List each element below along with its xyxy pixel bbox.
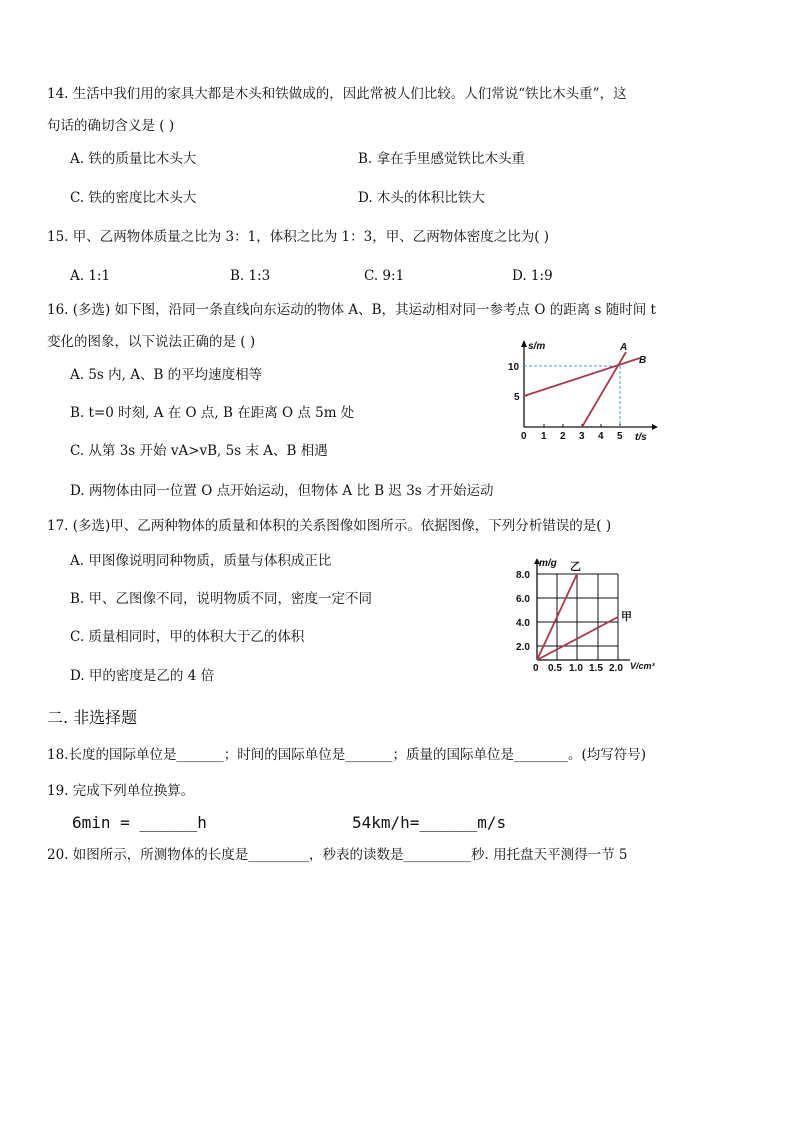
- q17-option-b[interactable]: B. 甲、乙图像不同，说明物质不同，密度一定不同: [70, 591, 373, 607]
- q15-option-c[interactable]: C. 9:1: [364, 268, 405, 284]
- y-tick-10: 10: [508, 362, 520, 373]
- q14-stem-line2: 句话的确切含义是 ( ): [47, 118, 175, 134]
- q20-stem: 20. 如图所示，所测物体的长度是_________，秒表的读数是__________秒. 用托盘天平测得一节 5: [47, 847, 628, 863]
- x-tick-0: 0: [533, 663, 539, 674]
- y-axis-label: s/m: [528, 341, 546, 352]
- q15-stem: 15. 甲、乙两物体质量之比为 3：1，体积之比为 1：3，甲、乙两物体密度之比为( ): [47, 229, 550, 245]
- q15-option-a[interactable]: A. 1:1: [70, 268, 111, 284]
- q16-st-graph: [500, 335, 660, 447]
- label-a: A: [620, 342, 628, 353]
- q14-stem-line1: 14. 生活中我们用的家具大都是木头和铁做成的，因此常被人们比较。人们常说“铁比木头重”，这: [47, 86, 627, 102]
- x-tick-4: 4: [598, 431, 604, 442]
- y-tick-8: 8.0: [516, 570, 530, 581]
- line-a: [582, 352, 626, 427]
- x-axis-arrow: [652, 424, 658, 430]
- q14-option-a[interactable]: A. 铁的质量比木头大: [70, 151, 197, 167]
- q17-stem: 17. (多选)甲、乙两种物体的质量和体积的关系图像如图所示。依据图像，下列分析错误的是( ): [47, 518, 612, 534]
- x-tick-0: 0: [521, 431, 527, 442]
- q16-stem-line1: 16. (多选) 如下图，沿同一条直线向东运动的物体 A、B，其运动相对同一参考点 O 的距离 s 随时间 t: [47, 302, 656, 318]
- y-tick-6: 6.0: [516, 594, 530, 605]
- y-axis-label: m/g: [539, 558, 557, 569]
- grid: [537, 574, 618, 660]
- section-heading: 二. 非选择题: [47, 708, 138, 727]
- q17-option-c[interactable]: C. 质量相同时，甲的体积大于乙的体积: [70, 629, 305, 645]
- line-b: [524, 358, 640, 396]
- y-axis-arrow: [521, 340, 527, 347]
- x-tick-5: 5: [617, 431, 623, 442]
- x-axis-label: V/cm³: [630, 661, 655, 671]
- q16-option-b[interactable]: B. t=0 时刻, A 在 O 点, B 在距离 O 点 5m 处: [70, 405, 355, 421]
- x-tick-1: 1: [541, 431, 547, 442]
- q17-option-d[interactable]: D. 甲的密度是乙的 4 倍: [70, 668, 215, 684]
- x-tick-0-5: 0.5: [548, 663, 562, 674]
- x-axis-label: t/s: [635, 432, 647, 443]
- x-tick-1-5: 1.5: [589, 663, 603, 674]
- x-tick-1-0: 1.0: [569, 663, 583, 674]
- q14-option-b[interactable]: B. 拿在手里感觉铁比木头重: [358, 151, 526, 167]
- x-tick-2: 2: [560, 431, 566, 442]
- q15-option-b[interactable]: B. 1:3: [230, 268, 271, 284]
- q19-blank-min-to-h[interactable]: 6min = ______h: [72, 813, 207, 832]
- x-tick-3: 3: [579, 431, 585, 442]
- label-jia: 甲: [621, 611, 632, 623]
- y-tick-4: 4.0: [516, 618, 530, 629]
- y-tick-2: 2.0: [516, 642, 530, 653]
- q15-option-d[interactable]: D. 1:9: [512, 268, 553, 284]
- y-tick-5: 5: [514, 392, 520, 403]
- q18-stem: 18.长度的国际单位是_______；时间的国际单位是_______；质量的国际单位是________。(均写符号): [47, 747, 647, 763]
- q16-option-d[interactable]: D. 两物体由同一位置 O 点开始运动，但物体 A 比 B 迟 3s 才开始运动: [70, 483, 494, 499]
- q19-stem: 19. 完成下列单位换算。: [47, 783, 195, 799]
- label-yi: 乙: [570, 561, 581, 573]
- q19-blank-kmh-to-ms[interactable]: 54km/h=______m/s: [352, 813, 507, 832]
- q16-option-a[interactable]: A. 5s 内, A、B 的平均速度相等: [70, 367, 263, 383]
- q16-option-c[interactable]: C. 从第 3s 开始 vA>vB, 5s 末 A、B 相遇: [70, 443, 328, 459]
- q14-option-c[interactable]: C. 铁的密度比木头大: [70, 190, 197, 206]
- q17-option-a[interactable]: A. 甲图像说明同种物质，质量与体积成正比: [70, 553, 332, 569]
- x-tick-2-0: 2.0: [609, 663, 623, 674]
- label-b: B: [639, 355, 647, 366]
- q16-stem-line2: 变化的图象，以下说法正确的是 ( ): [47, 334, 256, 350]
- q14-option-d[interactable]: D. 木头的体积比铁大: [358, 190, 485, 206]
- q17-mv-graph: [508, 556, 668, 674]
